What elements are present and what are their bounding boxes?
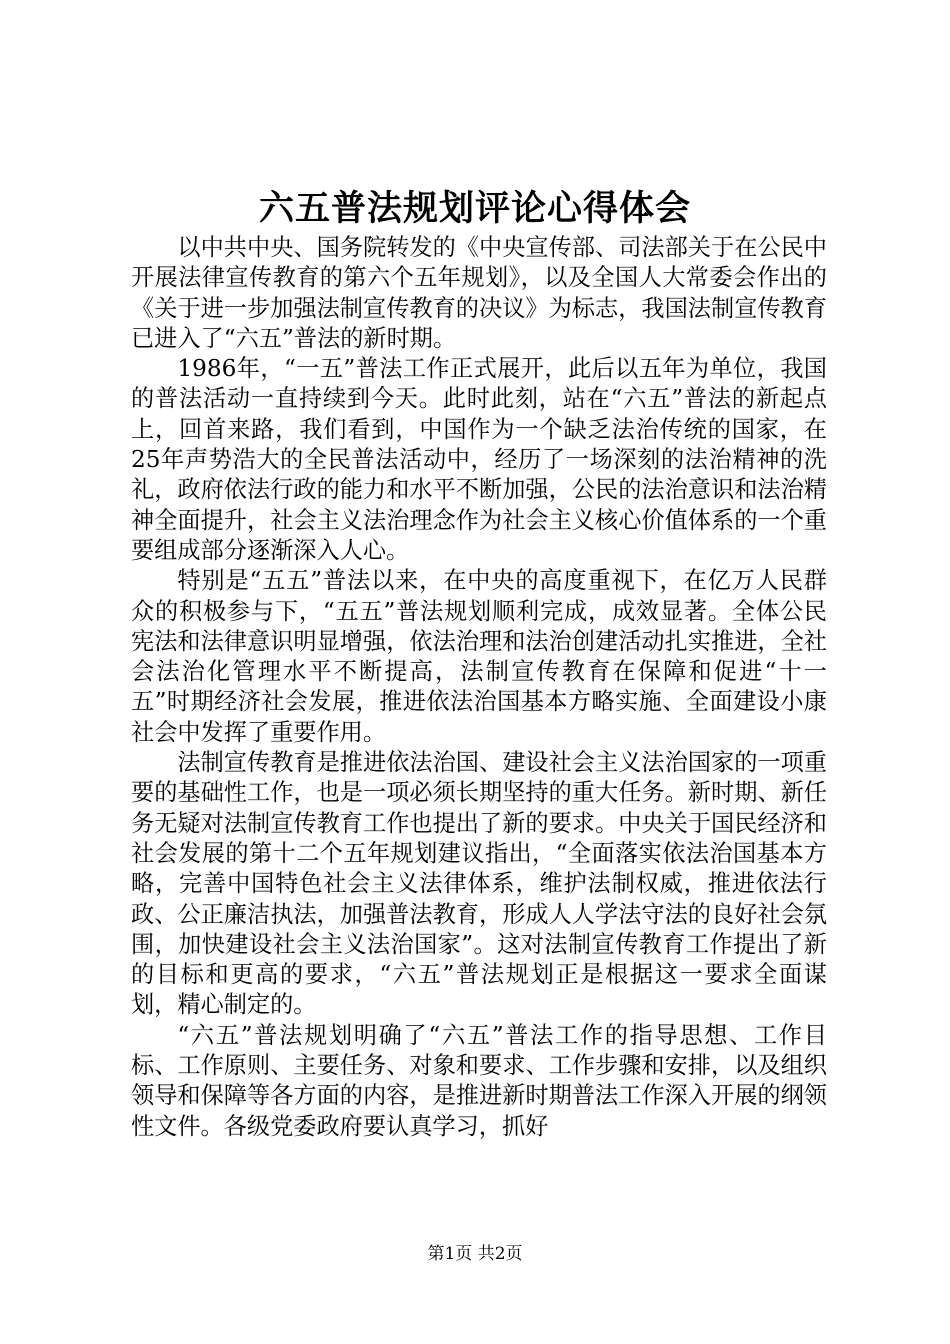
paragraph-1: 以中共中央、国务院转发的《中央宣传部、司法部关于在公民中开展法律宣传教育的第六个五年规划》，以及全国人大常委会作出的《关于进一步加强法制宣传教育的决议》为标志，我国法制宣传教育已进入了“六五”普法的新时期。 xyxy=(131,234,827,352)
paragraph-3: 特别是“五五”普法以来，在中央的高度重视下，在亿万人民群众的积极参与下，“五五”普法规划顺利完成，成效显著。全体公民宪法和法律意识明显增强，依法治理和法治创建活动扎实推进，全社会法治化管理水平不断提高，法制宣传教育在保障和促进“十一五”时期经济社会发展，推进依法治国基本方略实施、全面建设小康社会中发挥了重要作用。 xyxy=(131,567,827,746)
document-body xyxy=(131,233,827,1142)
page-footer: 第1页 共2页 xyxy=(427,1244,523,1264)
paragraph-5: “六五”普法规划明确了“六五”普法工作的指导思想、工作目标、工作原则、主要任务、对象和要求、工作步骤和安排，以及组织领导和保障等各方面的内容，是推进新时期普法工作深入开展的纲领性文件。各级党委政府要认真学习，抓好 xyxy=(131,1021,827,1140)
paragraph-2: 1986年，“一五”普法工作正式展开，此后以五年为单位，我国的普法活动一直持续到今天。此时此刻，站在“六五”普法的新起点上，回首来路，我们看到，中国作为一个缺乏法治传统的国家，在25年声势浩大的全民普法活动中，经历了一场深刻的法治精神的洗礼，政府依法行政的能力和水平不断加强，公民的法治意识和法治精神全面提升，社会主义法治理念作为社会主义核心价值体系的一个重要组成部分逐渐深入人心。 xyxy=(131,355,827,564)
document-title: 六五普法规划评论心得体会 xyxy=(258,188,691,229)
paragraph-4: 法制宣传教育是推进依法治国、建设社会主义法治国家的一项重要的基础性工作，也是一项必须长期坚持的重大任务。新时期、新任务无疑对法制宣传教育工作也提出了新的要求。中央关于国民经济和社会发展的第十二个五年规划建议指出，“全面落实依法治国基本方略，完善中国特色社会主义法律体系，维护法制权威，推进依法行政、公正廉洁执法，加强普法教育，形成人人学法守法的良好社会氛围，加快建设社会主义法治国家”。这对法制宣传教育工作提出了新的目标和更高的要求，“六五”普法规划正是根据这一要求全面谋划，精心制定的。 xyxy=(131,749,827,1019)
